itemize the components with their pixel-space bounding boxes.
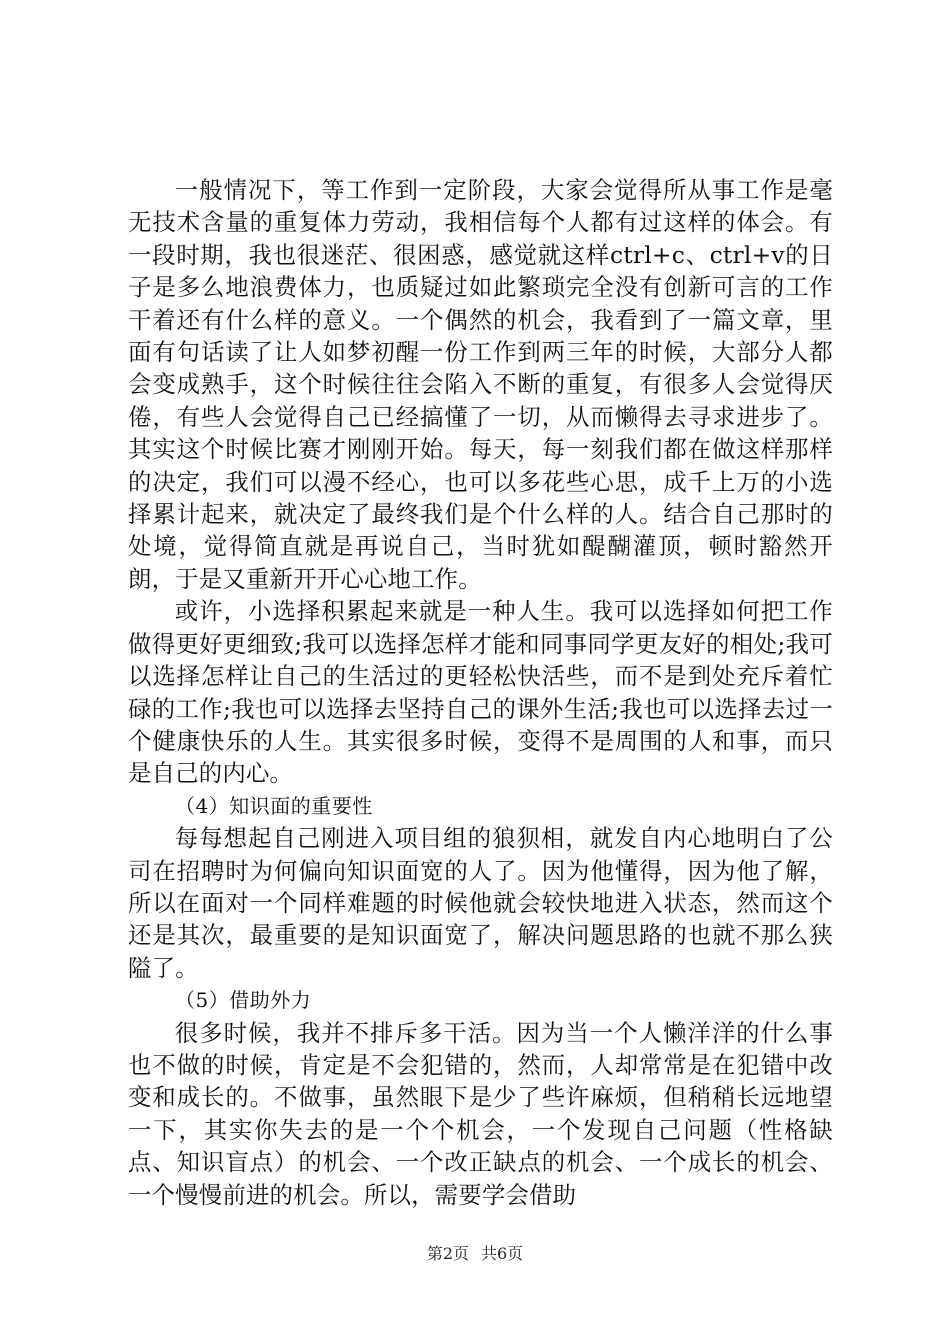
document-body	[128, 174, 833, 1211]
paragraph-intro: 一般情况下，等工作到一定阶段，大家会觉得所从事工作是毫无技术含量的重复体力劳动，我相信每个人都有过这样的体会。有一段时期，我也很迷茫、很困惑，感觉就这样ctrl+c、ctrl+v的日子是多么地浪费体力，也质疑过如此繁琐完全没有创新可言的工作干着还有什么样的意义。一个偶然的机会，我看到了一篇文章，里面有句话读了让人如梦初醒一份工作到两三年的时候，大部分人都会变成熟手，这个时候往往会陷入不断的重复，有很多人会觉得厌倦，有些人会觉得自己已经搞懂了一切，从而懒得去寻求进步了。其实这个时候比赛才刚刚开始。每天，每一刻我们都在做这样那样的决定，我们可以漫不经心，也可以多花些心思，成千上万的小选择累计起来，就决定了最终我们是个什么样的人。结合自己那时的处境，觉得简直就是再说自己，当时犹如醍醐灌顶，顿时豁然开朗，于是又重新开开心心地工作。	[128, 176, 833, 593]
section-heading-external-help: （5）借助外力	[175, 988, 312, 1013]
page-total: 共6页	[481, 1244, 524, 1263]
page-footer	[0, 1244, 950, 1264]
paragraph-choices: 或许，小选择积累起来就是一种人生。我可以选择如何把工作做得更好更细致;我可以选择怎样才能和同事同学更友好的相处;我可以选择怎样让自己的生活过的更轻松快活些，而不是到处充斥着忙碌的工作;我也可以选择去坚持自己的课外生活;我也可以选择去过一个健康快乐的人生。其实很多时候，变得不是周围的人和事，而只是自己的内心。	[128, 597, 833, 788]
section-heading-knowledge: （4）知识面的重要性	[175, 793, 373, 818]
page-number: 第2页	[426, 1244, 469, 1263]
paragraph-external-help: 很多时候，我并不排斥多干活。因为当一个人懒洋洋的什么事也不做的时候，肯定是不会犯错的，然而，人却常常是在犯错中改变和成长的。不做事，虽然眼下是少了些许麻烦，但稍稍长远地望一下，其实你失去的是一个个机会，一个发现自己问题（性格缺点、知识盲点）的机会、一个改正缺点的机会、一个成长的机会、一个慢慢前进的机会。所以，需要学会借助	[128, 1018, 833, 1209]
paragraph-knowledge: 每每想起自己刚进入项目组的狼狈相，就发自内心地明白了公司在招聘时为何偏向知识面宽的人了。因为他懂得，因为他了解，所以在面对一个同样难题的时候他就会较快地进入状态，然而这个还是其次，最重要的是知识面宽了，解决问题思路的也就不那么狭隘了。	[128, 824, 833, 982]
